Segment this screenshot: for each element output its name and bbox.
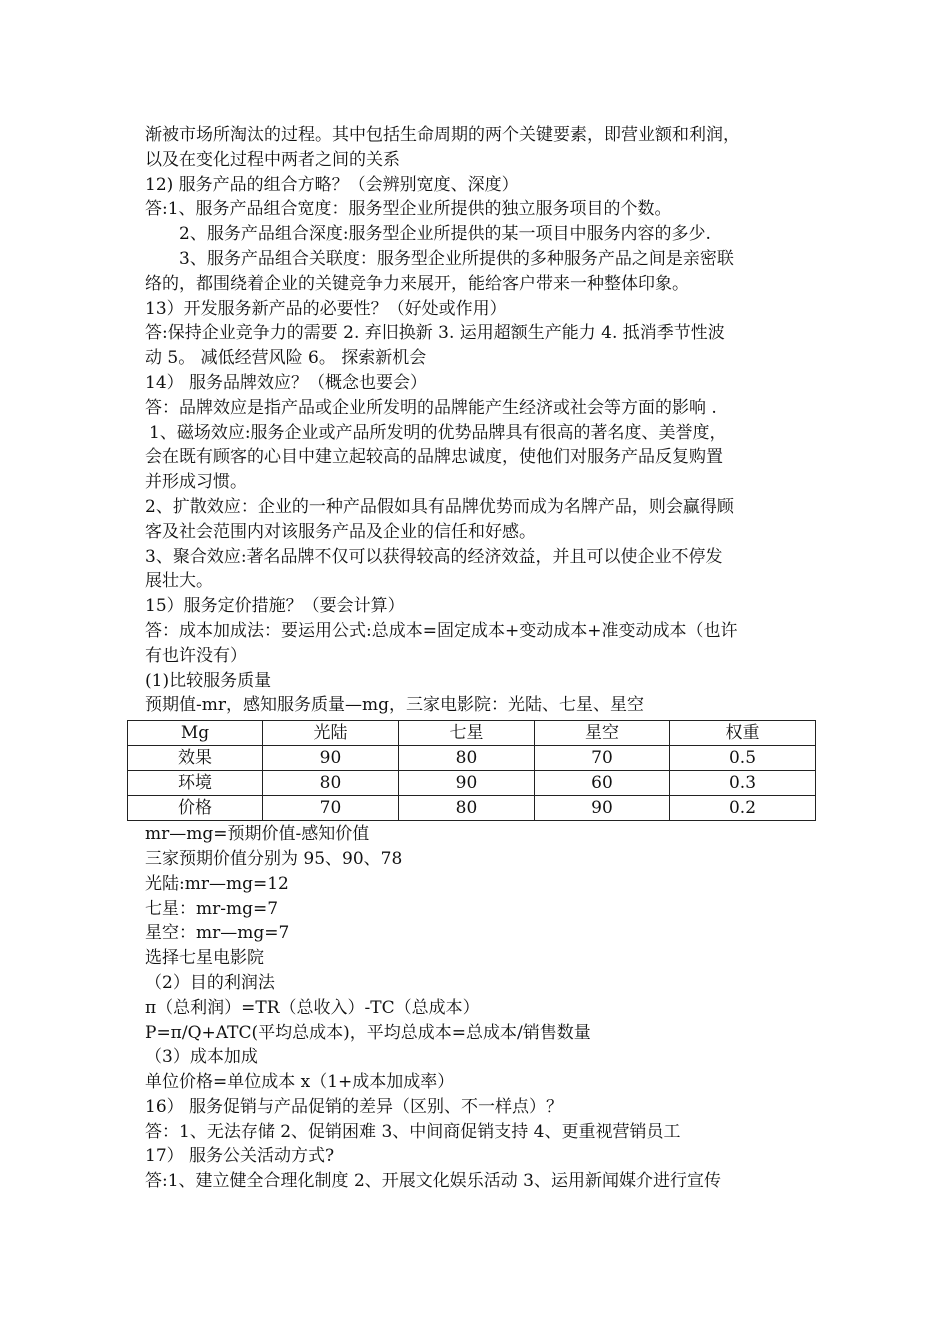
table-row bbox=[128, 796, 816, 821]
subsection-heading: （3）成本加成 bbox=[145, 1047, 258, 1068]
table-header-cell: 七星 bbox=[399, 721, 535, 746]
table-cell: 70 bbox=[535, 746, 670, 771]
document-page bbox=[145, 123, 817, 1194]
table-cell: 90 bbox=[399, 771, 535, 796]
answer-line: 2、服务产品组合深度:服务型企业所提供的某一项目中服务内容的多少. bbox=[179, 224, 711, 245]
table-header-cell: 权重 bbox=[670, 721, 816, 746]
question-12-heading: 12) 服务产品的组合方略？（会辨别宽度、深度） bbox=[145, 174, 519, 195]
text-line: 并形成习惯。 bbox=[145, 472, 247, 493]
text-line: 有也许没有） bbox=[145, 645, 247, 666]
answer-line: 答：成本加成法：要运用公式:总成本=固定成本+变动成本+准变动成本（也许 bbox=[145, 620, 738, 641]
table-cell: 90 bbox=[263, 746, 399, 771]
answer-line: 1、磁场效应:服务企业或产品所发明的优势品牌具有很高的著名度、美誉度， bbox=[149, 422, 727, 443]
table-cell: 60 bbox=[535, 771, 670, 796]
subsection-heading: （2）目的利润法 bbox=[145, 972, 275, 993]
table-cell: 0.2 bbox=[670, 796, 816, 821]
answer-line: 3、服务产品组合关联度：服务型企业所提供的多种服务产品之间是亲密联 bbox=[179, 248, 734, 269]
table-header-cell: Mg bbox=[128, 721, 263, 746]
formula-line: 七星：mr-mg=7 bbox=[145, 898, 279, 919]
answer-line: 3、聚合效应:著名品牌不仅可以获得较高的经济效益，并且可以使企业不停发 bbox=[145, 546, 723, 567]
table-header-cell: 星空 bbox=[535, 721, 670, 746]
text-line: 会在既有顾客的心目中建立起较高的品牌忠诚度，使他们对服务产品反复购置 bbox=[145, 447, 723, 468]
text-line: 展壮大。 bbox=[145, 571, 213, 592]
text-line: 三家预期价值分别为 95、90、78 bbox=[145, 848, 403, 869]
text-line: 客及社会范围内对该服务产品及企业的信任和好感。 bbox=[145, 521, 536, 542]
question-13-heading: 13）开发服务新产品的必要性？（好处或作用） bbox=[145, 298, 507, 319]
formula-line: 单位价格=单位成本 x（1+成本加成率） bbox=[145, 1072, 455, 1093]
answer-line: 答:1、建立健全合理化制度 2、开展文化娱乐活动 3、运用新闻媒介进行宣传 bbox=[145, 1171, 721, 1192]
formula-line: mr—mg=预期价值-感知价值 bbox=[145, 824, 370, 845]
question-15-heading: 15）服务定价措施？（要会计算） bbox=[145, 596, 405, 617]
table-cell: 效果 bbox=[128, 746, 263, 771]
table-cell: 价格 bbox=[128, 796, 263, 821]
answer-line: 答：1、无法存储 2、促销困难 3、中间商促销支持 4、更重视营销员工 bbox=[145, 1121, 681, 1142]
table-cell: 0.5 bbox=[670, 746, 816, 771]
table-header-cell: 光陆 bbox=[263, 721, 399, 746]
formula-line: P=π/Q+ATC(平均总成本)，平均总成本=总成本/销售数量 bbox=[145, 1022, 591, 1043]
cinema-score-table bbox=[127, 720, 816, 821]
table-cell: 80 bbox=[263, 771, 399, 796]
table-row bbox=[128, 771, 816, 796]
text-line: 渐被市场所淘汰的过程。其中包括生命周期的两个关键要素，即营业额和利润， bbox=[145, 125, 740, 145]
answer-line: 2、扩散效应：企业的一种产品假如具有品牌优势而成为名牌产品，则会赢得顾 bbox=[145, 496, 734, 517]
answer-line: 答:保持企业竞争力的需要 2. 弃旧换新 3. 运用超额生产能力 4. 抵消季节性波 bbox=[145, 323, 725, 344]
question-17-heading: 17） 服务公关活动方式? bbox=[145, 1146, 335, 1167]
table-row bbox=[128, 746, 816, 771]
text-line: 选择七星电影院 bbox=[145, 948, 264, 969]
formula-line: 星空：mr—mg=7 bbox=[145, 923, 290, 944]
table-cell: 90 bbox=[535, 796, 670, 821]
table-cell: 70 bbox=[263, 796, 399, 821]
table-cell: 80 bbox=[399, 796, 535, 821]
text-line: 络的，都围绕着企业的关键竞争力来展开，能给客户带来一种整体印象。 bbox=[145, 273, 689, 294]
table-cell: 0.3 bbox=[670, 771, 816, 796]
answer-line: 答：品牌效应是指产品或企业所发明的品牌能产生经济或社会等方面的影响 . bbox=[145, 397, 717, 418]
subsection-heading: (1)比较服务质量 bbox=[145, 670, 272, 691]
text-line: 预期值-mr，感知服务质量—mg，三家电影院：光陆、七星、星空 bbox=[145, 695, 644, 716]
table-cell: 环境 bbox=[128, 771, 263, 796]
text-line: 以及在变化过程中两者之间的关系 bbox=[145, 149, 400, 170]
question-16-heading: 16） 服务促销与产品促销的差异（区别、不一样点）？ bbox=[145, 1096, 564, 1117]
formula-line: 光陆:mr—mg=12 bbox=[145, 873, 289, 894]
formula-line: π（总利润）=TR（总收入）-TC（总成本） bbox=[145, 997, 480, 1018]
answer-line: 答:1、服务产品组合宽度：服务型企业所提供的独立服务项目的个数。 bbox=[145, 199, 672, 220]
table-header-row bbox=[128, 721, 816, 746]
table-cell: 80 bbox=[399, 746, 535, 771]
text-line: 动 5。 减低经营风险 6。 探索新机会 bbox=[145, 348, 427, 369]
question-14-heading: 14） 服务品牌效应？（概念也要会） bbox=[145, 372, 428, 393]
